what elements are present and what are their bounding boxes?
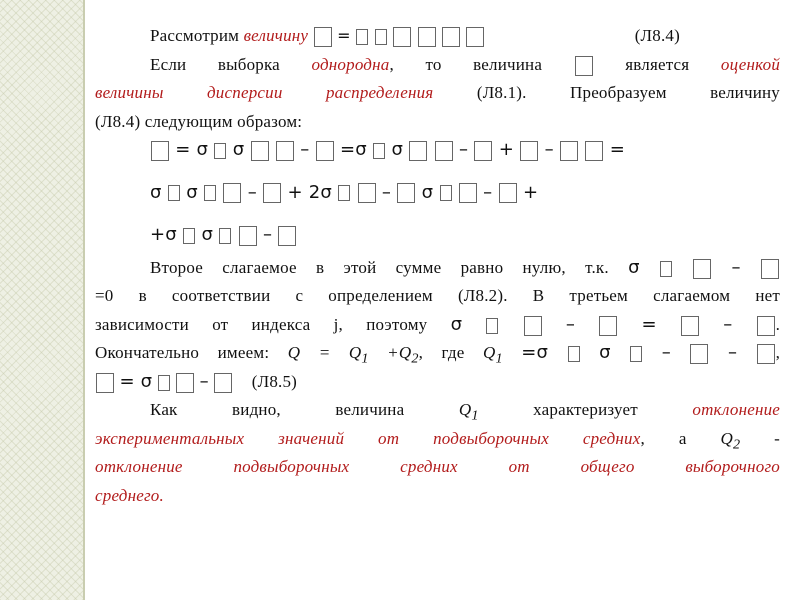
formula-fragment xyxy=(373,143,385,159)
formula-fragment xyxy=(409,141,427,161)
formula-fragment xyxy=(151,141,169,161)
equation-row xyxy=(95,179,780,208)
formula-text: σ xyxy=(201,224,214,245)
formula-text: σ xyxy=(391,139,404,160)
formula-fragment xyxy=(158,375,170,391)
formula-fragment xyxy=(418,27,436,47)
formula-text: – xyxy=(565,313,576,335)
emphasis-text: среднего. xyxy=(95,485,164,505)
formula-text: =σ xyxy=(340,139,367,160)
formula-fragment xyxy=(524,316,542,336)
paragraph-line xyxy=(95,282,780,311)
emphasis-text: экспериментальных значений от подвыборочных средних xyxy=(95,428,641,448)
formula-fragment xyxy=(486,318,498,334)
line-definition xyxy=(95,22,780,51)
formula-text: – xyxy=(483,181,493,203)
formula-fragment xyxy=(520,141,538,161)
paragraph-line xyxy=(95,254,780,283)
formula-fragment xyxy=(393,27,411,47)
text: является xyxy=(625,54,690,74)
formula-fragment xyxy=(442,27,460,47)
formula-fragment xyxy=(761,259,779,279)
text: (Л8.4) следующим образом: xyxy=(95,111,303,131)
emphasis-text: отклонение подвыборочных средних от общего выборочного xyxy=(95,457,780,476)
formula-fragment xyxy=(690,344,708,364)
formula-fragment xyxy=(568,346,580,362)
formula-text: = xyxy=(337,26,351,45)
formula-fragment xyxy=(183,228,195,244)
formula-text: σ xyxy=(186,181,198,203)
emphasis-text: оценкой xyxy=(720,54,781,74)
document-body xyxy=(95,22,780,510)
paragraph-line xyxy=(95,51,780,80)
formula-text: $Q = Q_1 +Q_2$ xyxy=(287,343,419,367)
formula-fragment xyxy=(459,183,477,203)
formula-text: σ xyxy=(599,342,611,363)
formula-fragment xyxy=(560,141,578,161)
emphasis-text: отклонение xyxy=(692,400,781,419)
paragraph-line xyxy=(95,108,780,137)
text: , где xyxy=(418,343,465,362)
formula-text: σ xyxy=(150,181,162,203)
formula-fragment xyxy=(757,344,775,364)
formula-fragment xyxy=(214,373,232,393)
formula-fragment xyxy=(375,29,387,45)
formula-text: + xyxy=(522,181,539,203)
formula-text: – xyxy=(300,139,310,160)
emphasis-text: величину xyxy=(243,26,309,45)
equation-number: (Л8.5) xyxy=(251,371,298,391)
formula-text: = xyxy=(609,139,626,160)
formula-text: σ xyxy=(628,256,640,278)
formula-fragment xyxy=(599,316,617,336)
formula-text: = σ xyxy=(119,370,153,392)
formula-fragment xyxy=(168,185,180,201)
formula-fragment xyxy=(499,183,517,203)
formula-fragment xyxy=(356,29,368,45)
formula-text: $Q_2$ xyxy=(720,428,741,452)
formula-text: – xyxy=(381,181,392,203)
paragraph-line xyxy=(95,79,780,108)
formula-fragment xyxy=(660,261,672,277)
paragraph-line xyxy=(95,396,780,425)
formula-fragment xyxy=(239,226,257,246)
decorative-left-border xyxy=(0,0,83,600)
formula-text: σ xyxy=(421,181,434,203)
formula-text: – xyxy=(544,139,554,160)
text: =0 в соответствии с определением (Л8.2). В третьем слагаемом нет xyxy=(95,286,780,305)
formula-fragment xyxy=(276,141,294,161)
formula-fragment xyxy=(435,141,453,161)
text: зависимости от индекса j, поэтому xyxy=(95,314,428,334)
text: , а xyxy=(640,428,687,448)
formula-fragment xyxy=(757,316,775,336)
formula-fragment xyxy=(204,185,216,201)
formula-fragment xyxy=(176,373,194,393)
formula-text: – xyxy=(723,313,733,335)
formula-text: $Q_1$ xyxy=(458,400,479,424)
formula-fragment xyxy=(630,346,642,362)
formula-fragment xyxy=(96,373,114,393)
formula-fragment xyxy=(585,141,603,161)
formula-text: +σ xyxy=(150,224,177,245)
formula-text: – xyxy=(727,342,738,363)
formula-fragment xyxy=(316,141,334,161)
formula-fragment xyxy=(278,226,296,246)
text: (Л8.1). Преобразуем величину xyxy=(476,83,780,102)
text: характеризует xyxy=(533,400,638,419)
formula-fragment xyxy=(474,141,492,161)
formula-fragment xyxy=(440,185,452,201)
formula-text: – xyxy=(731,256,741,278)
text: , xyxy=(775,343,781,362)
formula-fragment xyxy=(214,143,226,159)
formula-fragment xyxy=(223,183,241,203)
paragraph-line xyxy=(95,453,780,482)
emphasis-text: однородна xyxy=(311,54,390,74)
formula-text: σ xyxy=(450,313,463,335)
formula-fragment xyxy=(358,183,376,203)
formula-text: – xyxy=(199,370,209,392)
paragraph-line xyxy=(95,339,780,368)
formula-text: + xyxy=(498,139,515,160)
equation-row xyxy=(95,368,780,397)
paragraph-line xyxy=(95,311,780,340)
left-border-line xyxy=(83,0,85,600)
formula-text: = xyxy=(641,313,657,335)
equation-row xyxy=(95,136,780,165)
paragraph-line xyxy=(95,482,780,511)
formula-text: + 2σ xyxy=(287,181,332,203)
formula-fragment xyxy=(219,228,231,244)
formula-fragment xyxy=(263,183,281,203)
text: Как видно, величина xyxy=(150,400,405,419)
formula-fragment xyxy=(251,141,269,161)
emphasis-text: величины дисперсии распределения xyxy=(95,83,434,102)
formula-fragment xyxy=(681,316,699,336)
equation-row xyxy=(95,221,780,250)
text: - xyxy=(774,428,781,448)
formula-text: $Q_1$ xyxy=(482,343,503,367)
formula-text: – xyxy=(458,139,469,160)
formula-text: – xyxy=(661,342,671,363)
text: Окончательно имеем: xyxy=(95,343,270,362)
formula-text: σ xyxy=(232,139,245,160)
formula-text: = σ xyxy=(175,139,209,160)
text: . xyxy=(775,314,781,334)
formula-fragment xyxy=(466,27,484,47)
formula-fragment xyxy=(693,259,711,279)
text: , то величина xyxy=(389,54,543,74)
formula-fragment xyxy=(314,27,332,47)
text: Рассмотрим xyxy=(150,26,240,45)
formula-text: – xyxy=(262,224,273,245)
formula-text: – xyxy=(247,181,257,203)
formula-fraction xyxy=(575,56,593,76)
paragraph-line xyxy=(95,425,780,454)
formula-fragment xyxy=(338,185,350,201)
formula-text: =σ xyxy=(521,342,549,363)
text: Если выборка xyxy=(150,54,280,74)
equation-number: (Л8.4) xyxy=(634,26,680,45)
formula-fragment xyxy=(397,183,415,203)
text: Второе слагаемое в этой сумме равно нулю, т.к. xyxy=(150,257,609,277)
